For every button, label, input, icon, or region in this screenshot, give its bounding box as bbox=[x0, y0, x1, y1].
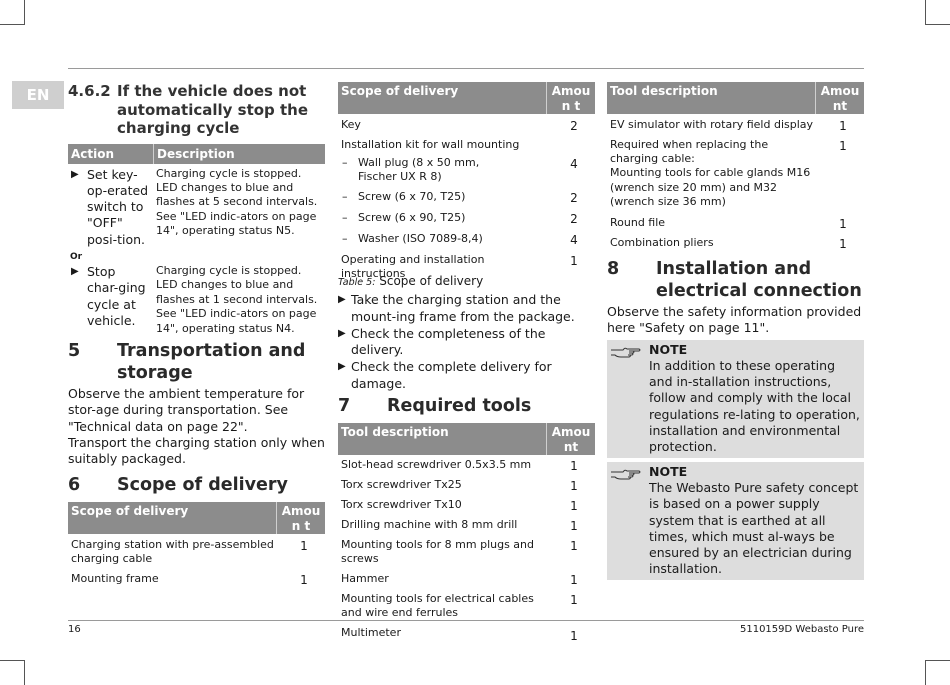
table-cell-amount: 2 bbox=[570, 212, 578, 226]
pointing-hand-icon bbox=[607, 464, 649, 578]
table-row bbox=[607, 216, 864, 236]
bullet-triangle-icon: ▶ bbox=[338, 327, 346, 339]
column-left bbox=[68, 82, 325, 587]
table-row bbox=[338, 518, 595, 538]
caption-text: Scope of delivery bbox=[379, 274, 484, 288]
table-row bbox=[607, 118, 864, 138]
table-cell-item: EV simulator with rotary field display bbox=[610, 118, 814, 131]
table-row bbox=[338, 478, 595, 498]
table-cell-amount: 1 bbox=[570, 498, 578, 513]
note-box bbox=[607, 462, 864, 580]
table-cell-amount: 4 bbox=[570, 157, 578, 171]
section-title: Required tools bbox=[387, 395, 532, 416]
tools-table-header bbox=[607, 82, 864, 114]
table-cell-item: Slot-head screwdriver 0.5x3.5 mm bbox=[341, 457, 532, 471]
list-item-text: Check the completeness of the delivery. bbox=[351, 325, 546, 358]
action-text: Stop char-ging cycle at vehicle. bbox=[87, 263, 146, 328]
note-text: In addition to these operating and in-stallation instructions, follow and comply with the local regulations re-lating to operation, installation and environmental protection. bbox=[649, 357, 860, 455]
note-title: NOTE bbox=[649, 463, 688, 479]
table-cell-item: – Screw (6 x 90, T25) bbox=[338, 211, 553, 232]
header-rule bbox=[68, 68, 864, 69]
section-8-heading bbox=[607, 258, 864, 302]
table-row bbox=[338, 190, 595, 211]
table-cell-item: Torx screwdriver Tx25 bbox=[341, 477, 462, 491]
table-cell-amount: 1 bbox=[570, 478, 578, 493]
table-row bbox=[338, 458, 595, 478]
table-cell-item: Mounting tools for 8 mm plugs and screws bbox=[341, 537, 534, 565]
table-cell-item: Required when replacing the charging cable: Mounting tools for cable glands M16 (wrench size 20 mm) and M32 (wrench size 36 mm) bbox=[610, 138, 811, 208]
table-cell-item: – Washer (ISO 7089-8,4) bbox=[338, 232, 553, 253]
table-cell-amount: 1 bbox=[839, 217, 847, 231]
list-item bbox=[338, 326, 595, 360]
section-number: 4.6.2 bbox=[68, 82, 111, 100]
scope-table-header bbox=[68, 502, 325, 534]
or-separator: Or bbox=[70, 251, 83, 262]
section-title: Scope of delivery bbox=[117, 474, 288, 495]
table-row bbox=[338, 498, 595, 518]
table-cell-item: Multimeter bbox=[341, 625, 401, 639]
section-title: Installation and electrical connection bbox=[656, 259, 862, 301]
section-6-heading bbox=[68, 474, 325, 496]
footer-rule bbox=[68, 620, 864, 621]
section-number: 7 bbox=[338, 395, 351, 416]
table-row bbox=[68, 538, 325, 572]
action-description: Charging cycle is stopped. LED changes to blue and flashes at 5 second intervals. See "LED indic-ators on page 14", operating status N5. bbox=[156, 166, 318, 238]
bullet-triangle-icon: ▶ bbox=[71, 168, 79, 180]
table-cell-item: Torx screwdriver Tx10 bbox=[341, 497, 462, 511]
crop-mark-bottom-left bbox=[0, 660, 25, 685]
action-text: Set key-op-erated switch to "OFF" posi-tion. bbox=[87, 166, 149, 247]
table-cell-amount: 1 bbox=[570, 592, 578, 607]
table-row bbox=[338, 156, 595, 190]
crop-mark-bottom-right bbox=[925, 660, 950, 685]
table-cell-amount: 1 bbox=[300, 572, 308, 587]
bullet-triangle-icon: ▶ bbox=[338, 294, 346, 305]
table-cell-item: Key bbox=[341, 118, 361, 131]
action-column-header: Action bbox=[68, 144, 154, 164]
list-item-text: Check the complete delivery for damage. bbox=[351, 359, 552, 391]
bullet-triangle-icon: ▶ bbox=[338, 361, 346, 373]
language-tab: EN bbox=[12, 81, 64, 109]
caption-label: Table 5: bbox=[338, 277, 376, 288]
table-cell-item: Round file bbox=[610, 216, 666, 229]
section-number: 5 bbox=[68, 341, 81, 362]
table-cell-amount: 1 bbox=[570, 572, 578, 587]
action-row bbox=[68, 167, 325, 248]
section-number: 8 bbox=[607, 259, 620, 279]
table-caption bbox=[338, 273, 595, 291]
amount-column-header: Amou nt bbox=[815, 82, 864, 114]
description-column-header: Description bbox=[157, 146, 235, 161]
note-title: NOTE bbox=[649, 341, 688, 357]
bullet-triangle-icon: ▶ bbox=[71, 265, 79, 277]
table-cell-item: Hammer bbox=[341, 571, 389, 585]
tools-table-header bbox=[338, 423, 595, 455]
amount-column-header: Amoun t bbox=[276, 502, 325, 534]
table-cell-item: Mounting frame bbox=[71, 571, 159, 585]
list-item bbox=[338, 292, 595, 326]
section-title: If the vehicle does not automatically stop the charging cycle bbox=[117, 82, 309, 137]
table-cell-amount: 1 bbox=[839, 139, 847, 153]
section-7-heading bbox=[338, 395, 595, 417]
table-row bbox=[607, 236, 864, 256]
section-5-text: Observe the ambient temperature for stor-age during transportation. See "Technical data on page 22". Transport the charging station only when suitably packaged. bbox=[68, 386, 325, 467]
column-right bbox=[607, 82, 864, 584]
table-row bbox=[68, 572, 325, 587]
section-number: 6 bbox=[68, 474, 81, 495]
action-description: Charging cycle is stopped. LED changes to blue and flashes at 1 second intervals. See "LED indic-ators on page 14", operating status N4. bbox=[156, 263, 318, 335]
table-cell-amount: 4 bbox=[570, 233, 578, 247]
table-cell-amount: 1 bbox=[570, 628, 578, 643]
table-row bbox=[338, 538, 595, 572]
table-cell-item: Combination pliers bbox=[610, 236, 714, 249]
amount-column-header: Amou nt bbox=[546, 423, 595, 455]
table-row bbox=[338, 118, 595, 138]
crop-mark-top-left bbox=[0, 0, 25, 25]
table-cell-amount bbox=[553, 138, 595, 156]
table-cell-amount: 1 bbox=[570, 458, 578, 473]
table-cell-amount: 1 bbox=[300, 538, 308, 553]
table-row bbox=[338, 626, 595, 644]
crop-mark-top-right bbox=[925, 0, 950, 25]
scope-column-header: Scope of delivery bbox=[71, 503, 189, 518]
section-4-6-2-heading bbox=[68, 82, 325, 138]
table-row bbox=[338, 138, 595, 156]
table-cell-item: Operating and installation instructions bbox=[341, 253, 485, 281]
amount-column-header: Amoun t bbox=[546, 82, 595, 114]
tool-column-header: Tool description bbox=[610, 84, 718, 98]
table-row bbox=[338, 211, 595, 232]
table-cell-item: Drilling machine with 8 mm drill bbox=[341, 517, 518, 531]
note-box bbox=[607, 340, 864, 458]
table-cell-amount: 1 bbox=[839, 119, 847, 133]
table-cell-amount: 2 bbox=[570, 191, 578, 205]
table-cell-item: – Screw (6 x 70, T25) bbox=[338, 190, 553, 211]
section-8-text: Observe the safety information provided here "Safety on page 11". bbox=[607, 304, 862, 336]
table-cell-amount: 1 bbox=[570, 518, 578, 533]
section-title: Transportation and storage bbox=[117, 341, 306, 384]
tool-column-header: Tool description bbox=[341, 424, 449, 439]
column-middle bbox=[338, 82, 595, 644]
document-id: 5110159D Webasto Pure bbox=[739, 624, 864, 635]
list-item bbox=[338, 359, 595, 393]
pointing-hand-icon bbox=[607, 342, 649, 456]
table-cell-item: – Wall plug (8 x 50 mm, Fischer UX R 8) bbox=[338, 156, 553, 190]
table-cell-item: Installation kit for wall mounting bbox=[341, 138, 520, 151]
scope-column-header: Scope of delivery bbox=[341, 84, 459, 98]
scope-table-header bbox=[338, 82, 595, 114]
table-row bbox=[338, 572, 595, 592]
table-cell-amount: 1 bbox=[570, 254, 578, 268]
action-table-header bbox=[68, 144, 325, 164]
table-cell-amount: 1 bbox=[570, 538, 578, 553]
section-5-heading bbox=[68, 340, 325, 384]
table-cell-item: Mounting tools for electrical cables and wire end ferrules bbox=[341, 591, 534, 619]
table-row bbox=[607, 138, 864, 216]
table-cell-amount: 2 bbox=[570, 119, 578, 133]
page-number: 16 bbox=[68, 624, 81, 635]
table-row bbox=[338, 232, 595, 253]
note-text: The Webasto Pure safety concept is based on a power supply system that is earthed at all times, which must al-ways be ensured by an electrician during installation. bbox=[649, 479, 859, 577]
list-item-text: Take the charging station and the mount-ing frame from the package. bbox=[351, 292, 575, 324]
table-cell-item: Charging station with pre-assembled charging cable bbox=[71, 537, 274, 565]
action-row bbox=[68, 264, 325, 336]
table-cell-amount: 1 bbox=[839, 237, 847, 251]
